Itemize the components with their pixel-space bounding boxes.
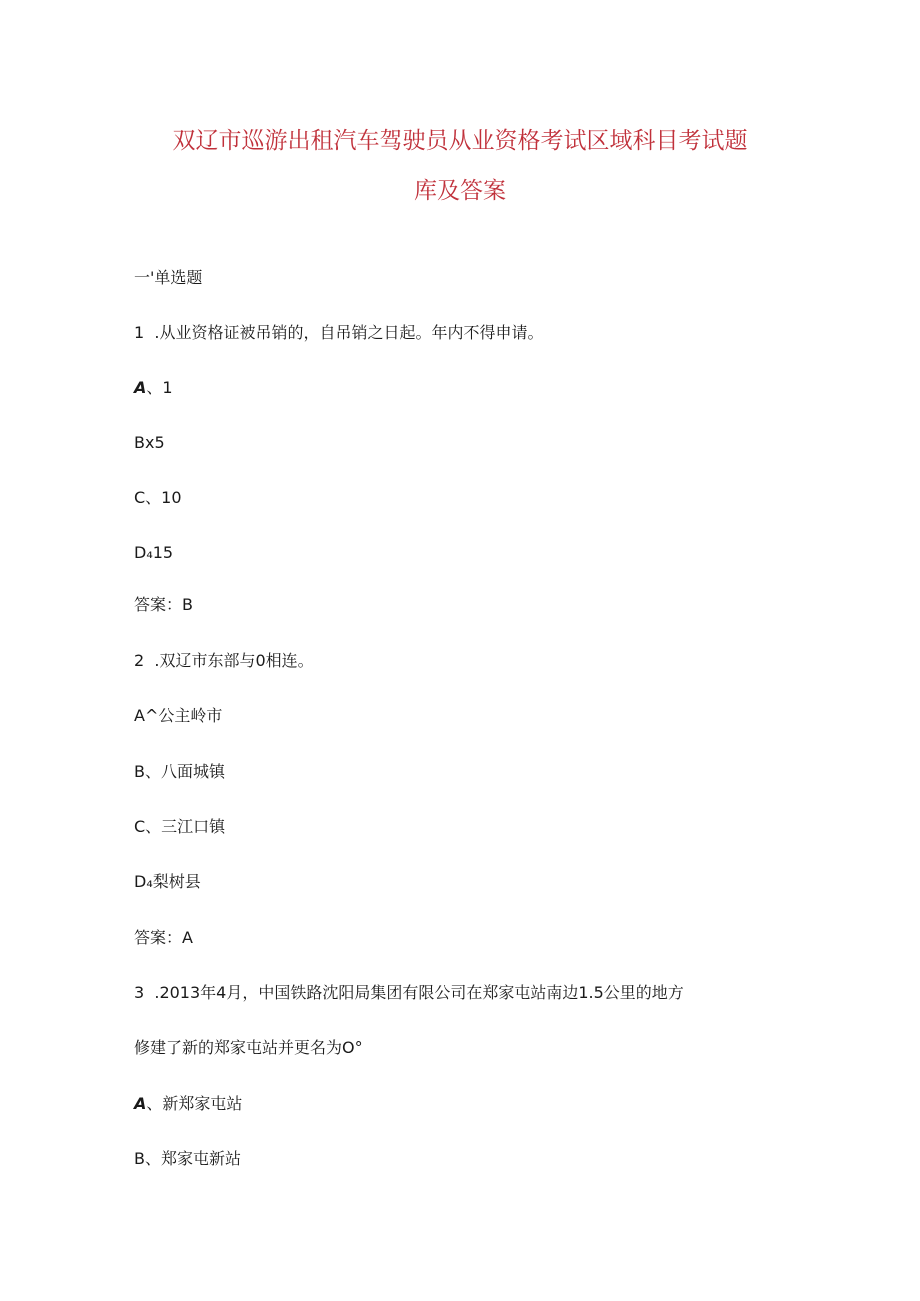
question-1-option-d: D₄15: [134, 543, 174, 562]
question-2-option-b: B、八面城镇: [134, 762, 225, 781]
question-3-option-a: [134, 1093, 242, 1115]
question-2-option-d: D₄梨树县: [134, 872, 201, 891]
question-3-option-b: B、郑家屯新站: [134, 1149, 241, 1168]
question-2-option-a: A^公主岭市: [134, 706, 223, 725]
question-1-answer: 答案：B: [134, 595, 193, 614]
question-3-stem-line-2: 修建了新的郑家屯站并更名为O°: [134, 1038, 363, 1057]
option-letter: A: [134, 378, 147, 397]
question-2-stem: 2 .双辽市东部与0相连。: [134, 651, 314, 670]
question-2-answer: 答案：A: [134, 928, 193, 947]
question-1-option-a: [134, 377, 173, 399]
option-text: 、新郑家屯站: [146, 1094, 243, 1113]
question-1-option-b: Bx5: [134, 433, 165, 452]
question-1-option-c: C、10: [134, 488, 182, 507]
option-text: 、1: [146, 378, 173, 397]
document-title-line-2: 库及答案: [414, 178, 506, 204]
section-heading: 一'单选题: [134, 268, 203, 287]
document-title-line-1: 双辽市巡游出租汽车驾驶员从业资格考试区域科目考试题: [172, 128, 748, 154]
question-2-option-c: C、三江口镇: [134, 817, 226, 836]
question-1-stem: 1 .从业资格证被吊销的，自吊销之日起。年内不得申请。: [134, 323, 544, 342]
option-letter: A: [134, 1094, 147, 1113]
question-3-stem-line-1: 3 .2013年4月，中国铁路沈阳局集团有限公司在郑家屯站南边1.5公里的地方: [134, 983, 684, 1002]
